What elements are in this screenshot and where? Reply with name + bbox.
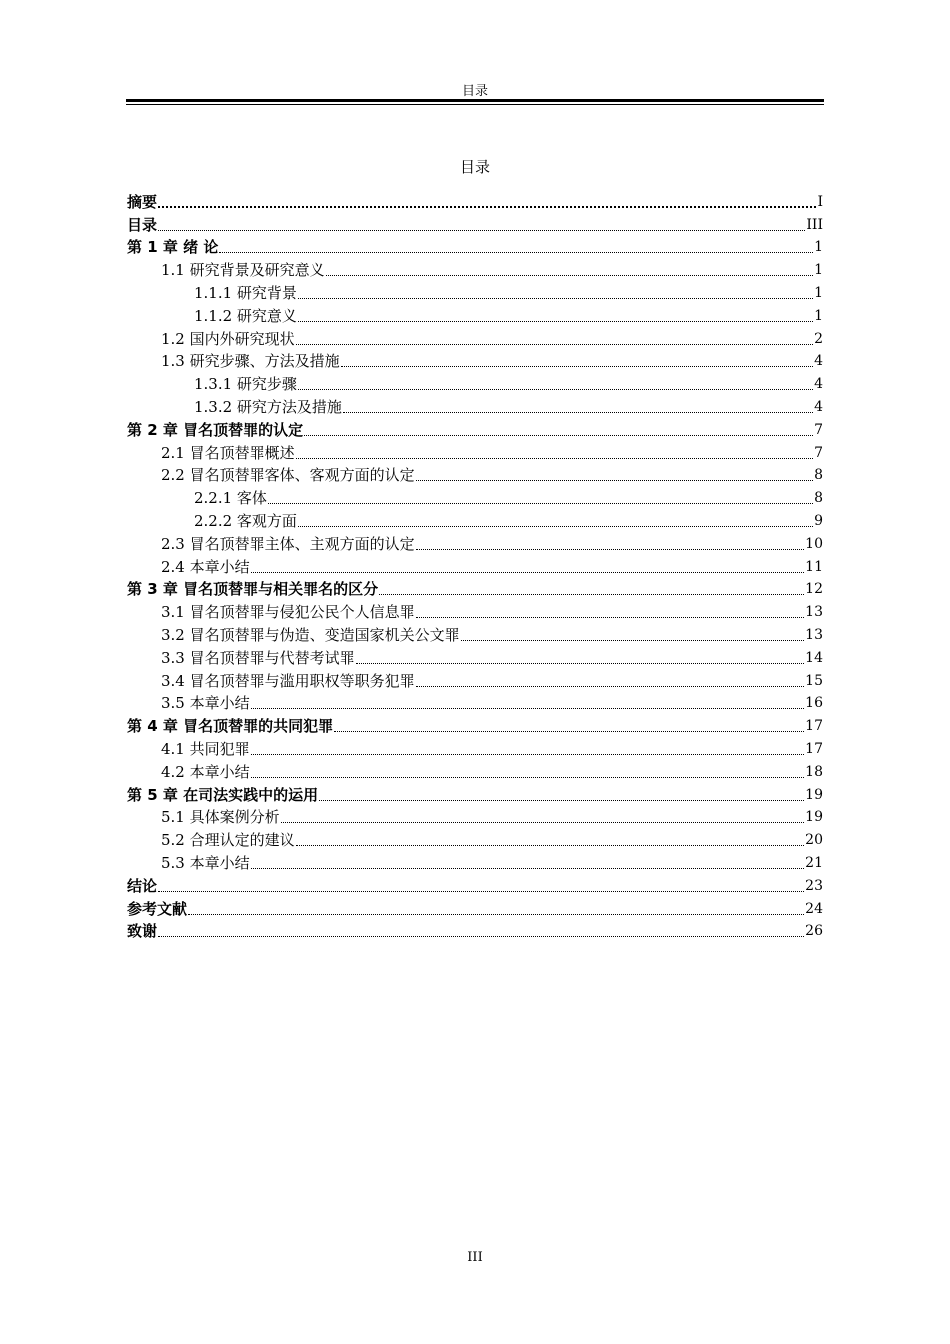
toc-entry-label: 1.3 研究步骤、方法及措施 <box>161 352 340 371</box>
toc-entry[interactable] <box>127 920 823 943</box>
dot-leader <box>268 502 813 504</box>
dot-leader <box>416 685 805 687</box>
toc-entry-page-number: 4 <box>814 353 823 370</box>
dot-leader <box>319 799 804 801</box>
toc-entry[interactable] <box>127 646 823 669</box>
toc-entry-page-number: 21 <box>805 854 823 871</box>
toc-entry-label: 1.3.2 研究方法及措施 <box>194 397 342 416</box>
running-header-title: 目录 <box>461 84 488 99</box>
toc-entry-page-number: 16 <box>805 695 823 712</box>
toc-entry-label: 3.4 冒名顶替罪与滥用职权等职务犯罪 <box>161 671 415 690</box>
toc-entry[interactable] <box>127 828 823 851</box>
toc-entry-label: 第 2 章 冒名顶替罪的认定 <box>127 420 304 439</box>
dot-leader <box>158 229 805 231</box>
toc-entry[interactable] <box>127 669 823 692</box>
toc-entry[interactable] <box>127 418 823 441</box>
dot-leader <box>298 297 813 299</box>
toc-entry-label: 4.2 本章小结 <box>161 762 250 781</box>
toc-entry-page-number: 12 <box>805 581 823 598</box>
header-rule-thin <box>126 104 824 105</box>
toc-entry-page-number: 1 <box>814 239 823 256</box>
toc-entry[interactable] <box>127 190 823 213</box>
toc-entry-label: 第 4 章 冒名顶替罪的共同犯罪 <box>127 717 334 736</box>
toc-entry-label: 1.1.1 研究背景 <box>194 283 297 302</box>
toc-entry[interactable] <box>127 623 823 646</box>
toc-entry-label: 第 5 章 在司法实践中的运用 <box>127 785 319 804</box>
dot-leader <box>416 479 813 481</box>
toc-entry-page-number: 20 <box>805 832 823 849</box>
toc-entry-label: 1.1 研究背景及研究意义 <box>161 261 325 280</box>
dot-leader <box>461 639 805 641</box>
toc-entry[interactable] <box>127 464 823 487</box>
toc-entry[interactable] <box>127 304 823 327</box>
toc-entry-label: 2.3 冒名顶替罪主体、主观方面的认定 <box>161 534 415 553</box>
toc-entry-label: 1.1.2 研究意义 <box>194 306 297 325</box>
toc-entry-label: 结论 <box>127 876 158 895</box>
toc-entry[interactable] <box>127 441 823 464</box>
toc-entry-label: 2.2.2 客观方面 <box>194 511 297 530</box>
dot-leader <box>416 548 805 550</box>
toc-entry-page-number: 17 <box>805 740 823 757</box>
toc-entry-label: 2.2 冒名顶替罪客体、客观方面的认定 <box>161 466 415 485</box>
toc-entry[interactable] <box>127 372 823 395</box>
toc-entry-label: 1.2 国内外研究现状 <box>161 329 295 348</box>
toc-entry-page-number: 13 <box>805 626 823 643</box>
toc-entry-page-number: 11 <box>805 558 823 575</box>
dot-leader <box>334 730 804 732</box>
toc-entry-page-number: 9 <box>814 512 823 529</box>
toc-entry-page-number: 15 <box>805 672 823 689</box>
toc-entry-page-number: 4 <box>814 398 823 415</box>
toc-entry-label: 1.3.1 研究步骤 <box>194 375 297 394</box>
toc-entry[interactable] <box>127 692 823 715</box>
dot-leader <box>298 525 813 527</box>
toc-entry[interactable] <box>127 897 823 920</box>
dot-leader <box>343 411 813 413</box>
dot-leader <box>251 776 805 778</box>
toc-entry[interactable] <box>127 874 823 897</box>
dot-leader <box>158 935 804 937</box>
dot-leader <box>379 593 804 595</box>
toc-entry-page-number: 13 <box>805 604 823 621</box>
toc-entry-label: 3.5 本章小结 <box>161 694 250 713</box>
toc-entry-label: 摘要 <box>127 192 158 211</box>
toc-entry-label: 致谢 <box>127 922 158 941</box>
dot-leader <box>356 662 805 664</box>
toc-entry[interactable] <box>127 395 823 418</box>
toc-entry-label: 5.3 本章小结 <box>161 853 250 872</box>
toc-entry[interactable] <box>127 737 823 760</box>
dot-leader <box>341 365 813 367</box>
toc-entry-page-number: 1 <box>814 284 823 301</box>
dot-leader <box>281 821 805 823</box>
dot-leader <box>416 616 805 618</box>
toc-entry[interactable] <box>127 851 823 874</box>
toc-entry-page-number: 26 <box>805 923 823 940</box>
toc-entry-page-number: 2 <box>814 330 823 347</box>
dot-leader <box>219 251 813 253</box>
dot-leader <box>251 867 805 869</box>
dot-leader <box>251 571 805 573</box>
toc-entry[interactable] <box>127 600 823 623</box>
toc-entry-page-number: 1 <box>814 307 823 324</box>
dot-leader <box>296 844 805 846</box>
toc-entry-label: 第 3 章 冒名顶替罪与相关罪名的区分 <box>127 580 379 599</box>
toc-entry[interactable] <box>127 760 823 783</box>
dot-leader <box>251 707 805 709</box>
toc-entry-label: 3.3 冒名顶替罪与代替考试罪 <box>161 648 355 667</box>
toc-entry[interactable] <box>127 350 823 373</box>
dot-leader <box>251 753 805 755</box>
toc-entry-page-number: 1 <box>814 262 823 279</box>
dot-leader <box>298 320 813 322</box>
dot-leader <box>326 274 813 276</box>
toc-entry-page-number: 7 <box>814 421 823 438</box>
toc-entry[interactable] <box>127 714 823 737</box>
toc-entry[interactable] <box>127 578 823 601</box>
toc-entry-label: 第 1 章 绪 论 <box>127 238 219 257</box>
toc-entry-page-number: 4 <box>814 376 823 393</box>
toc-entry-label: 目录 <box>127 215 158 234</box>
toc-entry[interactable] <box>127 806 823 829</box>
toc-entry-label: 4.1 共同犯罪 <box>161 739 250 758</box>
toc-entry-page-number: 8 <box>814 467 823 484</box>
toc-entry[interactable] <box>127 555 823 578</box>
page-number-footer: III <box>467 1250 483 1265</box>
dot-leader <box>188 913 804 915</box>
toc-entry-page-number: 24 <box>805 900 823 917</box>
toc-entry[interactable] <box>127 486 823 509</box>
toc-entry-page-number: 19 <box>805 809 823 826</box>
toc-entry-label: 5.2 合理认定的建议 <box>161 831 295 850</box>
toc-title: 目录 <box>459 158 490 176</box>
toc-entry-label: 2.2.1 客体 <box>194 489 267 508</box>
toc-entry-label: 3.1 冒名顶替罪与侵犯公民个人信息罪 <box>161 603 415 622</box>
dot-leader <box>304 434 813 436</box>
dot-leader <box>298 388 813 390</box>
toc-entry[interactable] <box>127 281 823 304</box>
toc-entry-label: 3.2 冒名顶替罪与伪造、变造国家机关公文罪 <box>161 625 460 644</box>
toc-entry-page-number: 8 <box>814 490 823 507</box>
toc-entry-page-number: I <box>817 193 823 210</box>
toc-entry[interactable] <box>127 509 823 532</box>
toc-entry-label: 2.1 冒名顶替罪概述 <box>161 443 295 462</box>
toc-entry-page-number: 23 <box>805 877 823 894</box>
toc-entry-page-number: 10 <box>805 535 823 552</box>
toc-entry[interactable] <box>127 532 823 555</box>
toc-entry[interactable] <box>127 236 823 259</box>
toc-entry[interactable] <box>127 213 823 236</box>
toc-entry-page-number: 14 <box>805 649 823 666</box>
toc-entry[interactable] <box>127 783 823 806</box>
dot-leader <box>158 890 804 892</box>
toc-entry[interactable] <box>127 327 823 350</box>
dot-leader <box>158 205 816 208</box>
toc-entry-label: 2.4 本章小结 <box>161 557 250 576</box>
toc-entry-page-number: 17 <box>805 718 823 735</box>
toc-entry[interactable] <box>127 258 823 281</box>
table-of-contents <box>127 190 823 942</box>
toc-entry-page-number: 19 <box>805 786 823 803</box>
dot-leader <box>296 343 813 345</box>
dot-leader <box>296 457 813 459</box>
header-rule-thick <box>126 99 824 102</box>
toc-entry-label: 参考文献 <box>127 899 188 918</box>
toc-entry-page-number: 7 <box>814 444 823 461</box>
toc-entry-label: 5.1 具体案例分析 <box>161 808 280 827</box>
toc-entry-page-number: 18 <box>805 763 823 780</box>
toc-entry-page-number: III <box>806 216 823 233</box>
